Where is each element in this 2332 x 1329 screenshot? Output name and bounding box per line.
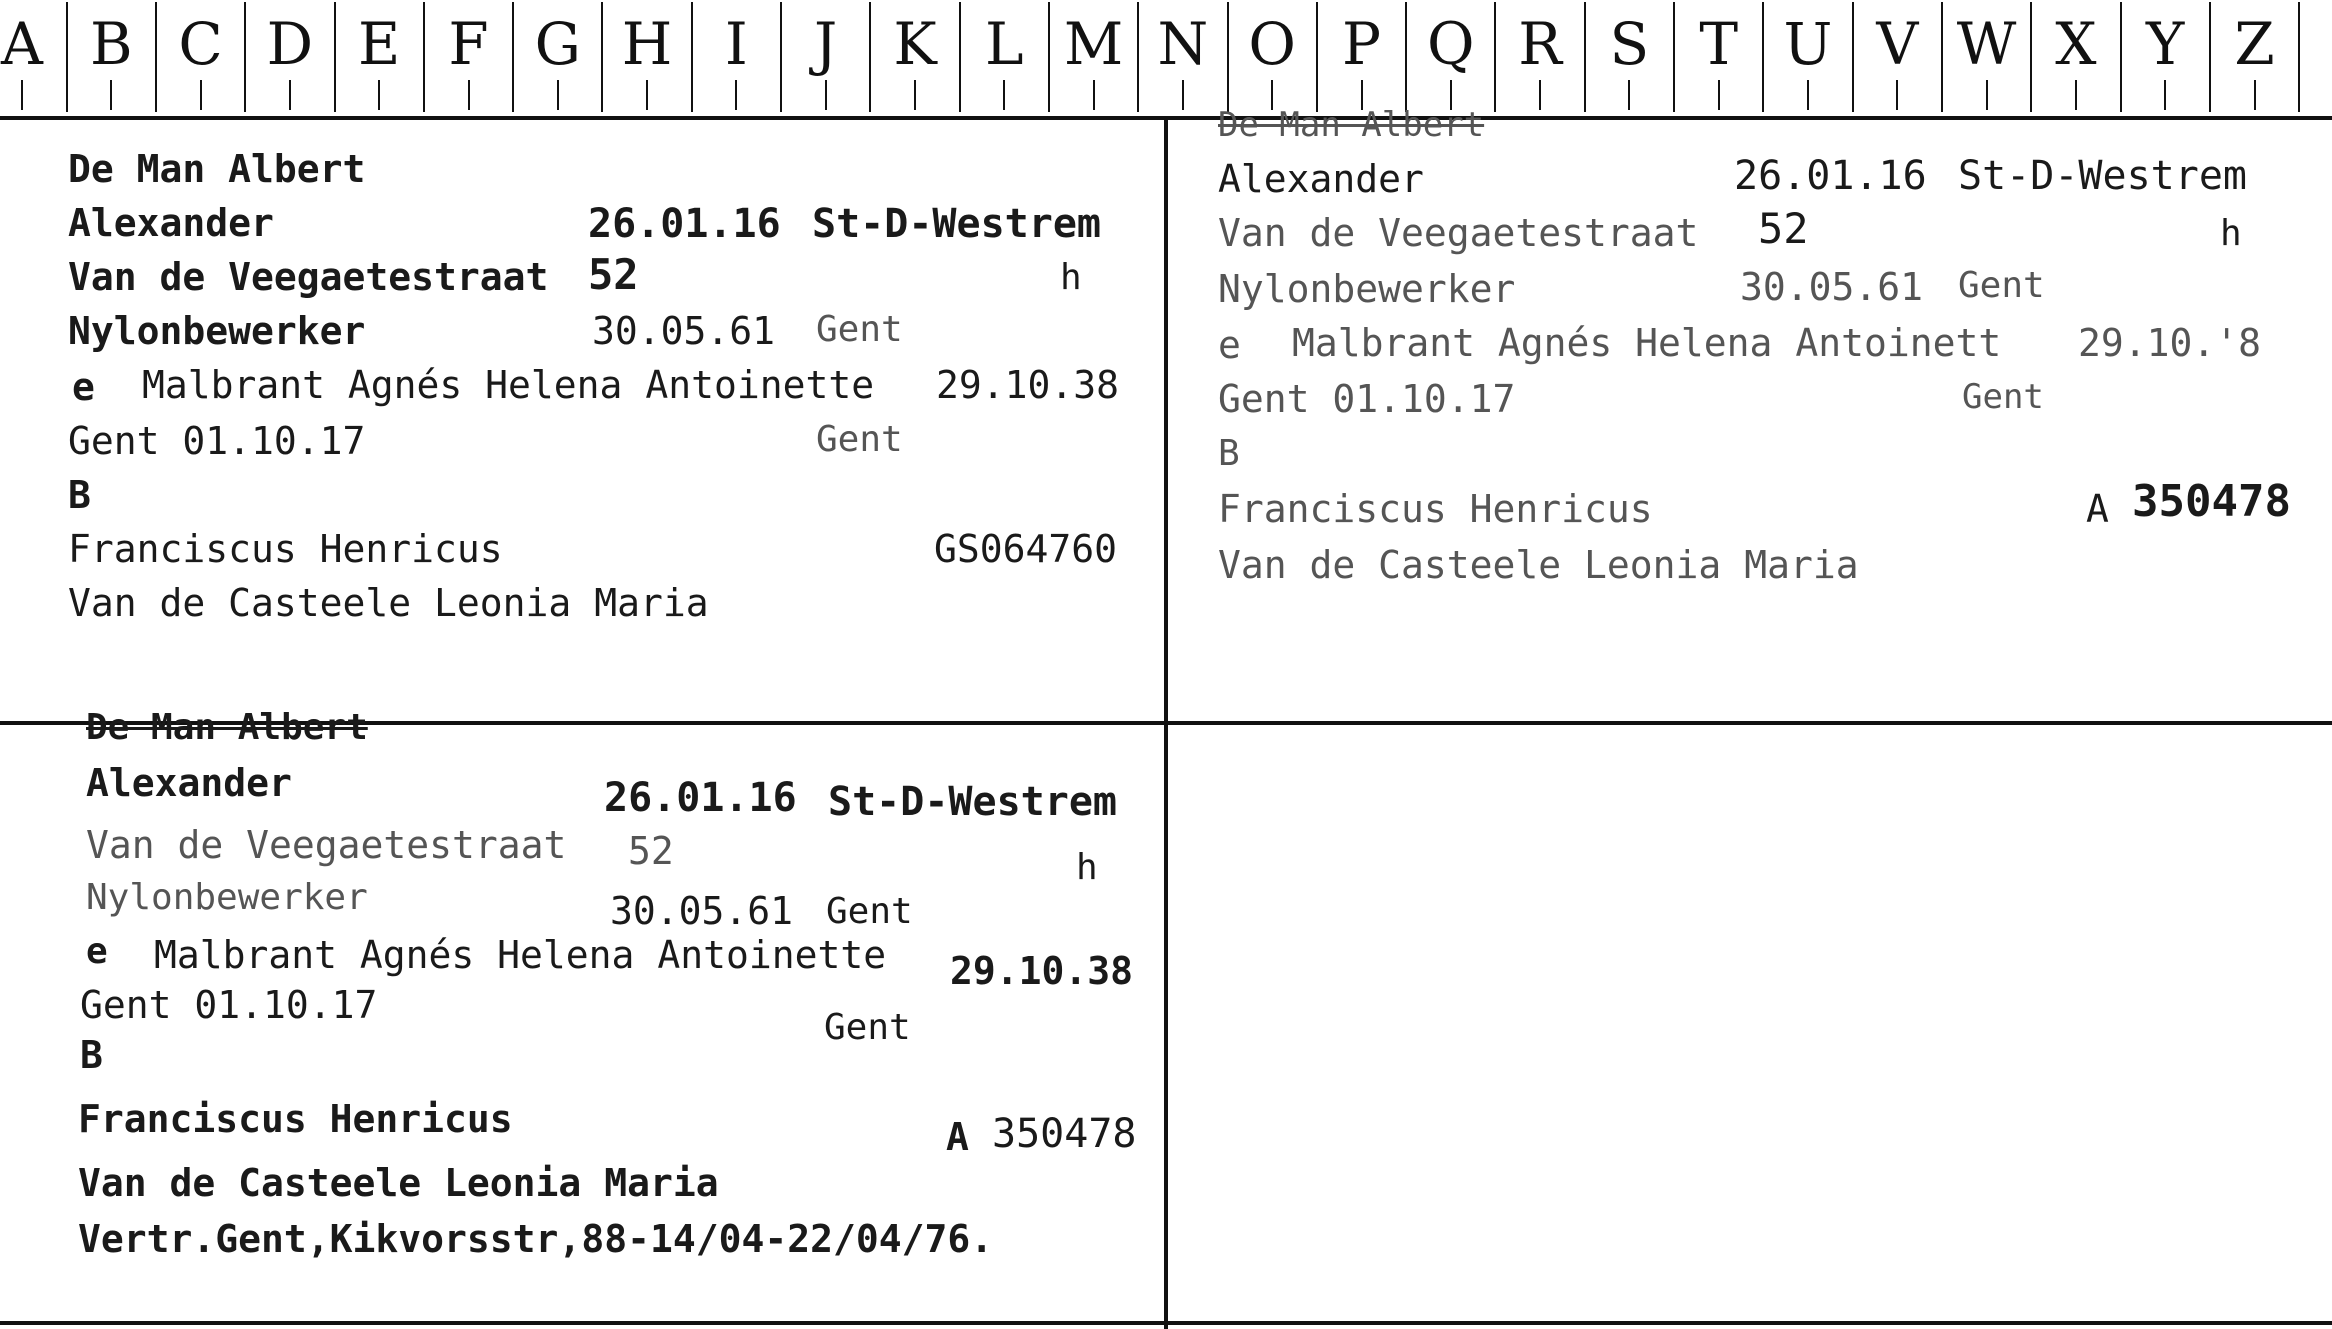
alphabet-index-bar [0,0,2332,120]
index-letter-r: R [1518,10,1562,78]
index-minor-tick [1003,80,1005,110]
index-separator [1316,2,1318,112]
index-separator [1762,2,1764,112]
index-minor-tick [1718,80,1720,110]
birth-place: St-D-Westrem [1958,153,2247,199]
index-separator [2030,2,2032,112]
index-letter-w: W [1956,10,2017,78]
index-letter-e: E [358,10,401,78]
birth-date: 26.01.16 [588,201,781,247]
index-letter-x: X [2055,10,2097,78]
index-letter-o: O [1248,10,1296,78]
index-minor-tick [2164,80,2166,110]
index-minor-tick [735,80,737,110]
spouse-prefix: e [86,931,108,972]
father: Franciscus Henricus [1218,487,1653,531]
first-name: Alexander [1218,157,1424,201]
index-letter-b: B [89,10,133,78]
index-separator [244,2,246,112]
house-number: 52 [588,250,639,299]
index-separator [1494,2,1496,112]
index-separator [512,2,514,112]
house-number: 52 [1758,204,1809,253]
index-minor-tick [1182,80,1184,110]
index-letter-v: V [1876,10,1919,78]
father: Franciscus Henricus [68,527,503,571]
index-letter-k: K [893,10,937,78]
index-separator [155,2,157,112]
index-minor-tick [1896,80,1898,110]
reference-prefix: A [946,1115,969,1159]
index-letter-g: G [534,10,581,78]
index-letter-h: H [621,10,673,78]
index-separator [959,2,961,112]
occupation: Nylonbewerker [68,309,366,353]
index-separator [2120,2,2122,112]
index-letter-i: I [724,10,748,78]
marriage: Gent 01.10.17 [80,983,378,1027]
index-letter-y: Y [2146,10,2185,78]
spouse-birth: 29.10.38 [950,949,1134,993]
index-letter-j: J [814,10,838,78]
index-letter-a: A [1,10,43,78]
index-separator [601,2,603,112]
index-separator [1941,2,1943,112]
occupation-date: 30.05.61 [610,889,794,933]
occupation: Nylonbewerker [86,877,368,918]
spouse-birth: 29.10.38 [936,363,1120,407]
surname-line: De Man Albert [1218,105,1485,145]
birth-place: St-D-Westrem [812,201,1101,247]
index-letter-q: Q [1427,10,1475,78]
code: B [80,1033,103,1077]
index-separator [1048,2,1050,112]
index-letter-z: Z [2234,10,2275,78]
spouse-birth: 29.10.'8 [2078,321,2262,365]
index-separator [691,2,693,112]
index-separator [1227,2,1229,112]
record-card-bottom-right-empty [1168,724,2332,1321]
transfer-note: Vertr.Gent,Kikvorsstr,88-14/04-22/04/76. [78,1217,994,1261]
mother: Van de Casteele Leonia Maria [78,1161,719,1205]
surname-line: De Man Albert [68,147,366,191]
reference-number: GS064760 [934,527,1118,571]
spouse-name: Malbrant Agnés Helena Antoinette [154,933,887,977]
occupation-place: Gent [826,891,913,932]
marriage-place: Gent [824,1007,911,1048]
reference-prefix: A [2086,487,2109,531]
index-minor-tick [200,80,202,110]
street: Van de Veegaetestraat [68,255,549,299]
spouse-name: Malbrant Agnés Helena Antoinett [1292,321,2002,365]
index-separator [423,2,425,112]
street: Van de Veegaetestraat [1218,211,1699,255]
reference-number: 350478 [2132,476,2291,527]
index-minor-tick [1539,80,1541,110]
index-separator [1405,2,1407,112]
index-letter-m: M [1063,10,1124,78]
index-letter-l: L [985,10,1024,78]
index-minor-tick [468,80,470,110]
index-separator [334,2,336,112]
marriage: Gent 01.10.17 [68,419,366,463]
index-letter-c: C [178,10,223,78]
index-minor-tick [914,80,916,110]
birth-date: 26.01.16 [1734,153,1927,199]
occupation: Nylonbewerker [1218,267,1516,311]
mark-h: h [1076,847,1098,888]
index-separator [1137,2,1139,112]
spouse-prefix: e [1218,323,1241,367]
first-name: Alexander [68,201,274,245]
mark-h: h [1060,257,1082,298]
marriage-place: Gent [1962,377,2044,417]
index-separator [2209,2,2211,112]
reference-number: 350478 [992,1111,1137,1157]
index-minor-tick [1807,80,1809,110]
index-minor-tick [2075,80,2077,110]
index-letter-d: D [266,10,314,78]
index-letter-n: N [1157,10,1209,78]
surname-line: De Man Albert [86,707,368,748]
street: Van de Veegaetestraat [86,823,567,867]
index-minor-tick [646,80,648,110]
index-minor-tick [1986,80,1988,110]
father: Franciscus Henricus [78,1097,513,1141]
index-letter-t: T [1699,10,1739,78]
birth-date: 26.01.16 [604,775,797,821]
index-letter-p: P [1341,10,1382,78]
birth-place: St-D-Westrem [828,779,1117,825]
index-minor-tick [378,80,380,110]
occupation-date: 30.05.61 [592,309,776,353]
marriage-place: Gent [816,419,903,460]
mark-h: h [2220,213,2242,254]
record-card-bottom-left [0,707,1164,1321]
occupation-place: Gent [816,309,903,350]
index-letter-f: F [448,10,489,78]
mother: Van de Casteele Leonia Maria [68,581,709,625]
first-name: Alexander [86,761,292,805]
index-minor-tick [825,80,827,110]
record-card-top-right [1168,105,2332,720]
occupation-date: 30.05.61 [1740,265,1924,309]
occupation-place: Gent [1958,265,2045,306]
index-minor-tick [289,80,291,110]
house-number: 52 [628,829,674,873]
spouse-prefix: e [72,365,95,409]
index-separator [1584,2,1586,112]
index-minor-tick [110,80,112,110]
record-card-top-left [0,120,1164,720]
index-letter-s: S [1609,10,1650,78]
marriage: Gent 01.10.17 [1218,377,1516,421]
code: B [1218,433,1240,474]
spouse-name: Malbrant Agnés Helena Antoinette [142,363,875,407]
index-separator [1852,2,1854,112]
index-minor-tick [1628,80,1630,110]
index-separator [2298,2,2300,112]
index-letter-u: U [1783,10,1833,78]
index-minor-tick [21,80,23,110]
index-minor-tick [557,80,559,110]
index-minor-tick [1093,80,1095,110]
index-separator [1673,2,1675,112]
index-separator [869,2,871,112]
index-separator [780,2,782,112]
index-minor-tick [2254,80,2256,110]
mother: Van de Casteele Leonia Maria [1218,543,1859,587]
index-separator [66,2,68,112]
code: B [68,473,91,517]
